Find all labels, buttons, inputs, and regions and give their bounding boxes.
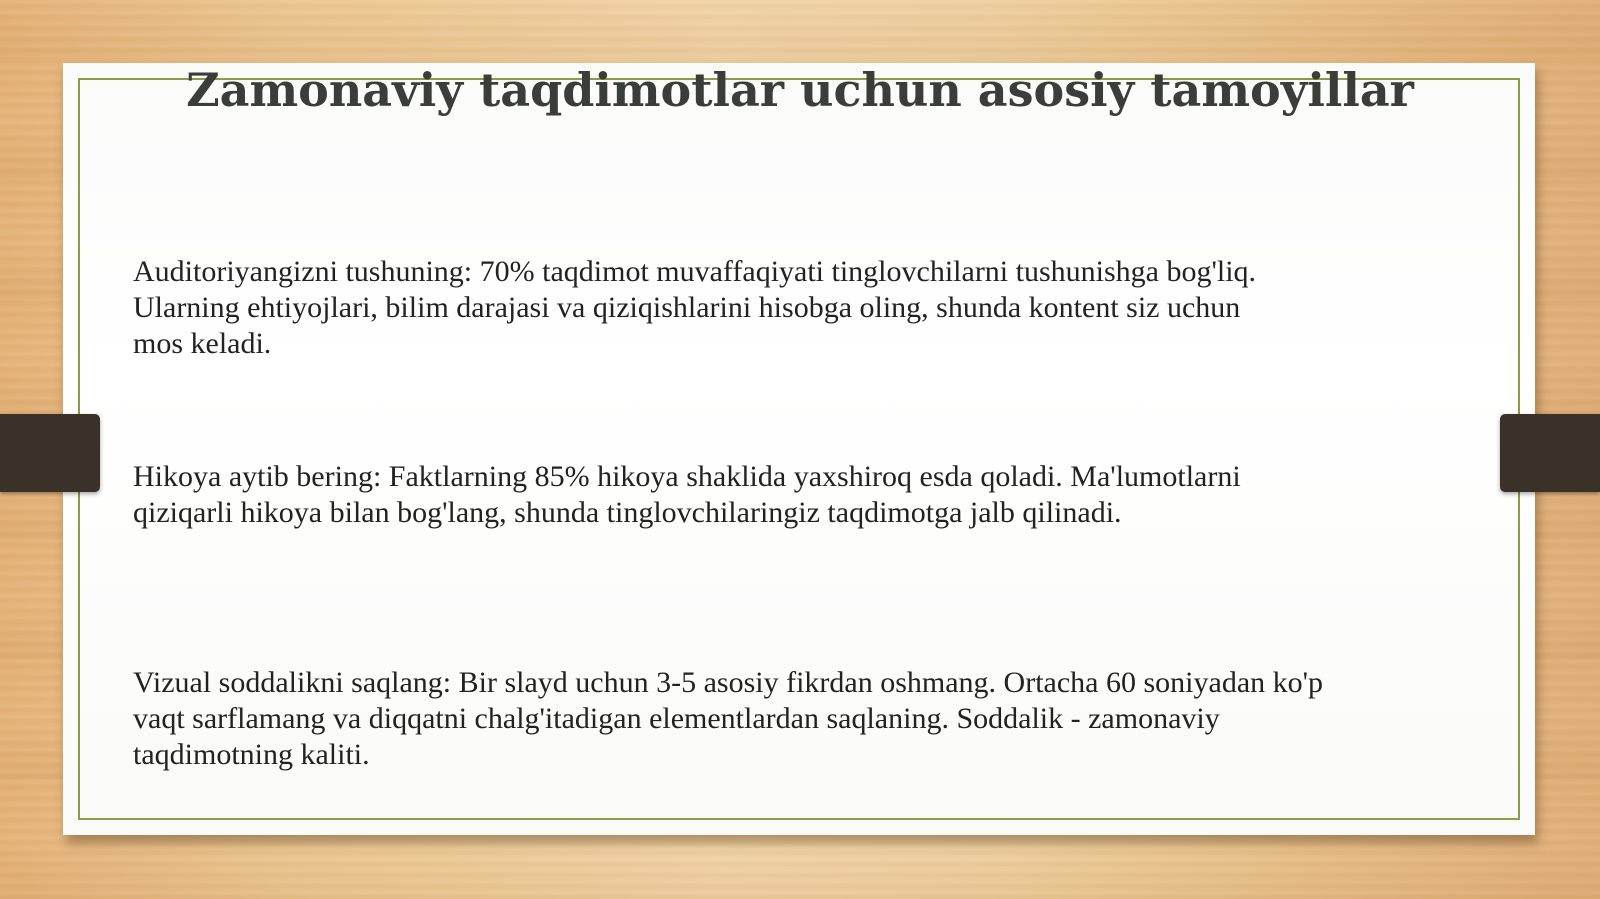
paragraph-visual-simplicity	[133, 665, 1323, 773]
paragraph-audience	[133, 254, 1256, 362]
paragraph-line: Hikoya aytib bering: Faktlarning 85% hikoya shaklida yaxshiroq esda qoladi. Ma'lumotlarni	[133, 460, 1241, 493]
paragraph-line: Ularning ehtiyojlari, bilim darajasi va qiziqishlarini hisobga oling, shunda kontent siz uchun	[133, 291, 1241, 324]
paragraph-line: mos keladi.	[133, 327, 272, 360]
paragraph-line: vaqt sarflamang va diqqatni chalg'itadigan elementlardan saqlaning. Soddalik - zamonaviy	[133, 702, 1220, 735]
paragraph-storytelling	[133, 459, 1241, 531]
paragraph-line: Vizual soddalikni saqlang: Bir slayd uchun 3-5 asosiy fikrdan oshmang. Ortacha 60 soniyadan ko'p	[133, 666, 1324, 699]
right-binder-clip	[1500, 414, 1600, 492]
left-binder-clip	[0, 414, 100, 492]
paragraph-line: Auditoriyangizni tushuning: 70% taqdimot muvaffaqiyati tinglovchilarni tushunishga bog'liq.	[133, 255, 1257, 288]
slide-title: Zamonaviy taqdimotlar uchun asosiy tamoyillar	[186, 63, 1414, 117]
paragraph-line: taqdimotning kaliti.	[133, 738, 370, 771]
paragraph-line: qiziqarli hikoya bilan bog'lang, shunda tinglovchilaringiz taqdimotga jalb qilinadi.	[133, 496, 1122, 529]
